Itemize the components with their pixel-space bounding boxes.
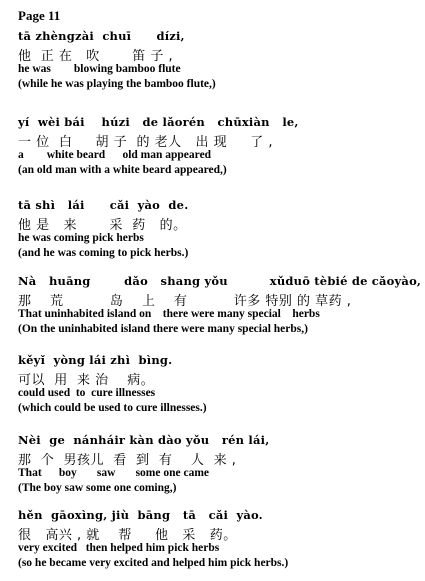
chinese-line: 一 位 白 胡 子 的 老人 出 现 了 , bbox=[18, 135, 274, 150]
english-gloss-line: could used to cure illnesses bbox=[18, 387, 156, 399]
chinese-line: 那 荒 岛 上 有 许多 特别 的 草药 , bbox=[18, 294, 352, 309]
chinese-line: 他 正 在 吹 笛 子 , bbox=[18, 49, 174, 64]
translation-line: (On the uninhabited island there were many special herbs,) bbox=[18, 323, 308, 335]
translation-line: (an old man with a white beard appeared,) bbox=[18, 164, 227, 176]
translation-line: (and he was coming to pick herbs.) bbox=[18, 247, 189, 259]
pinyin-line: tā shì lái cǎi yào de. bbox=[18, 198, 189, 212]
english-gloss-line: he was blowing bamboo flute bbox=[18, 63, 181, 75]
pinyin-line: Nèi ge nánháir kàn dào yǒu rén lái, bbox=[18, 433, 270, 447]
pinyin-line: kěyǐ yòng lái zhì bìng. bbox=[18, 353, 173, 367]
sentence-block-4 bbox=[18, 274, 422, 340]
translation-line: (The boy saw some one coming,) bbox=[18, 482, 177, 494]
page-title: Page 11 bbox=[18, 8, 61, 23]
sentence-block-2 bbox=[18, 115, 418, 181]
pinyin-line: tā zhèngzài chuī dízi, bbox=[18, 29, 185, 43]
english-gloss-line: he was coming pick herbs bbox=[18, 232, 144, 244]
sentence-block-7 bbox=[18, 508, 418, 574]
sentence-block-1 bbox=[18, 29, 418, 95]
sentence-block-6 bbox=[18, 433, 418, 499]
translation-line: (so he became very excited and helped him pick herbs.) bbox=[18, 557, 289, 569]
translation-line: (which could be used to cure illnesses.) bbox=[18, 402, 207, 414]
chinese-line: 他 是 来 采 药 的。 bbox=[18, 218, 187, 233]
pinyin-line: yí wèi bái húzi de lǎorén chūxiàn le, bbox=[18, 115, 299, 129]
english-gloss-line: That boy saw some one came bbox=[18, 467, 210, 479]
chinese-line: 可以 用 来 治 病。 bbox=[18, 373, 155, 388]
sentence-block-3 bbox=[18, 198, 418, 264]
sentence-block-5 bbox=[18, 353, 418, 419]
pinyin-line: hěn gāoxìng, jiù bāng tā cǎi yào. bbox=[18, 508, 263, 522]
english-gloss-line: a white beard old man appeared bbox=[18, 149, 212, 161]
pinyin-line: Nà huāng dǎo shang yǒu xǔduō tèbié de cǎoyào, bbox=[18, 274, 422, 288]
translation-line: (while he was playing the bamboo flute,) bbox=[18, 78, 216, 90]
english-gloss-line: very excited then helped him pick herbs bbox=[18, 542, 220, 554]
english-gloss-line: That uninhabited island on there were many special herbs bbox=[18, 308, 320, 320]
chinese-line: 那 个 男孩儿 看 到 有 人 来 , bbox=[18, 453, 237, 468]
chinese-line: 很 高兴 , 就 帮 他 采 药。 bbox=[18, 528, 237, 543]
